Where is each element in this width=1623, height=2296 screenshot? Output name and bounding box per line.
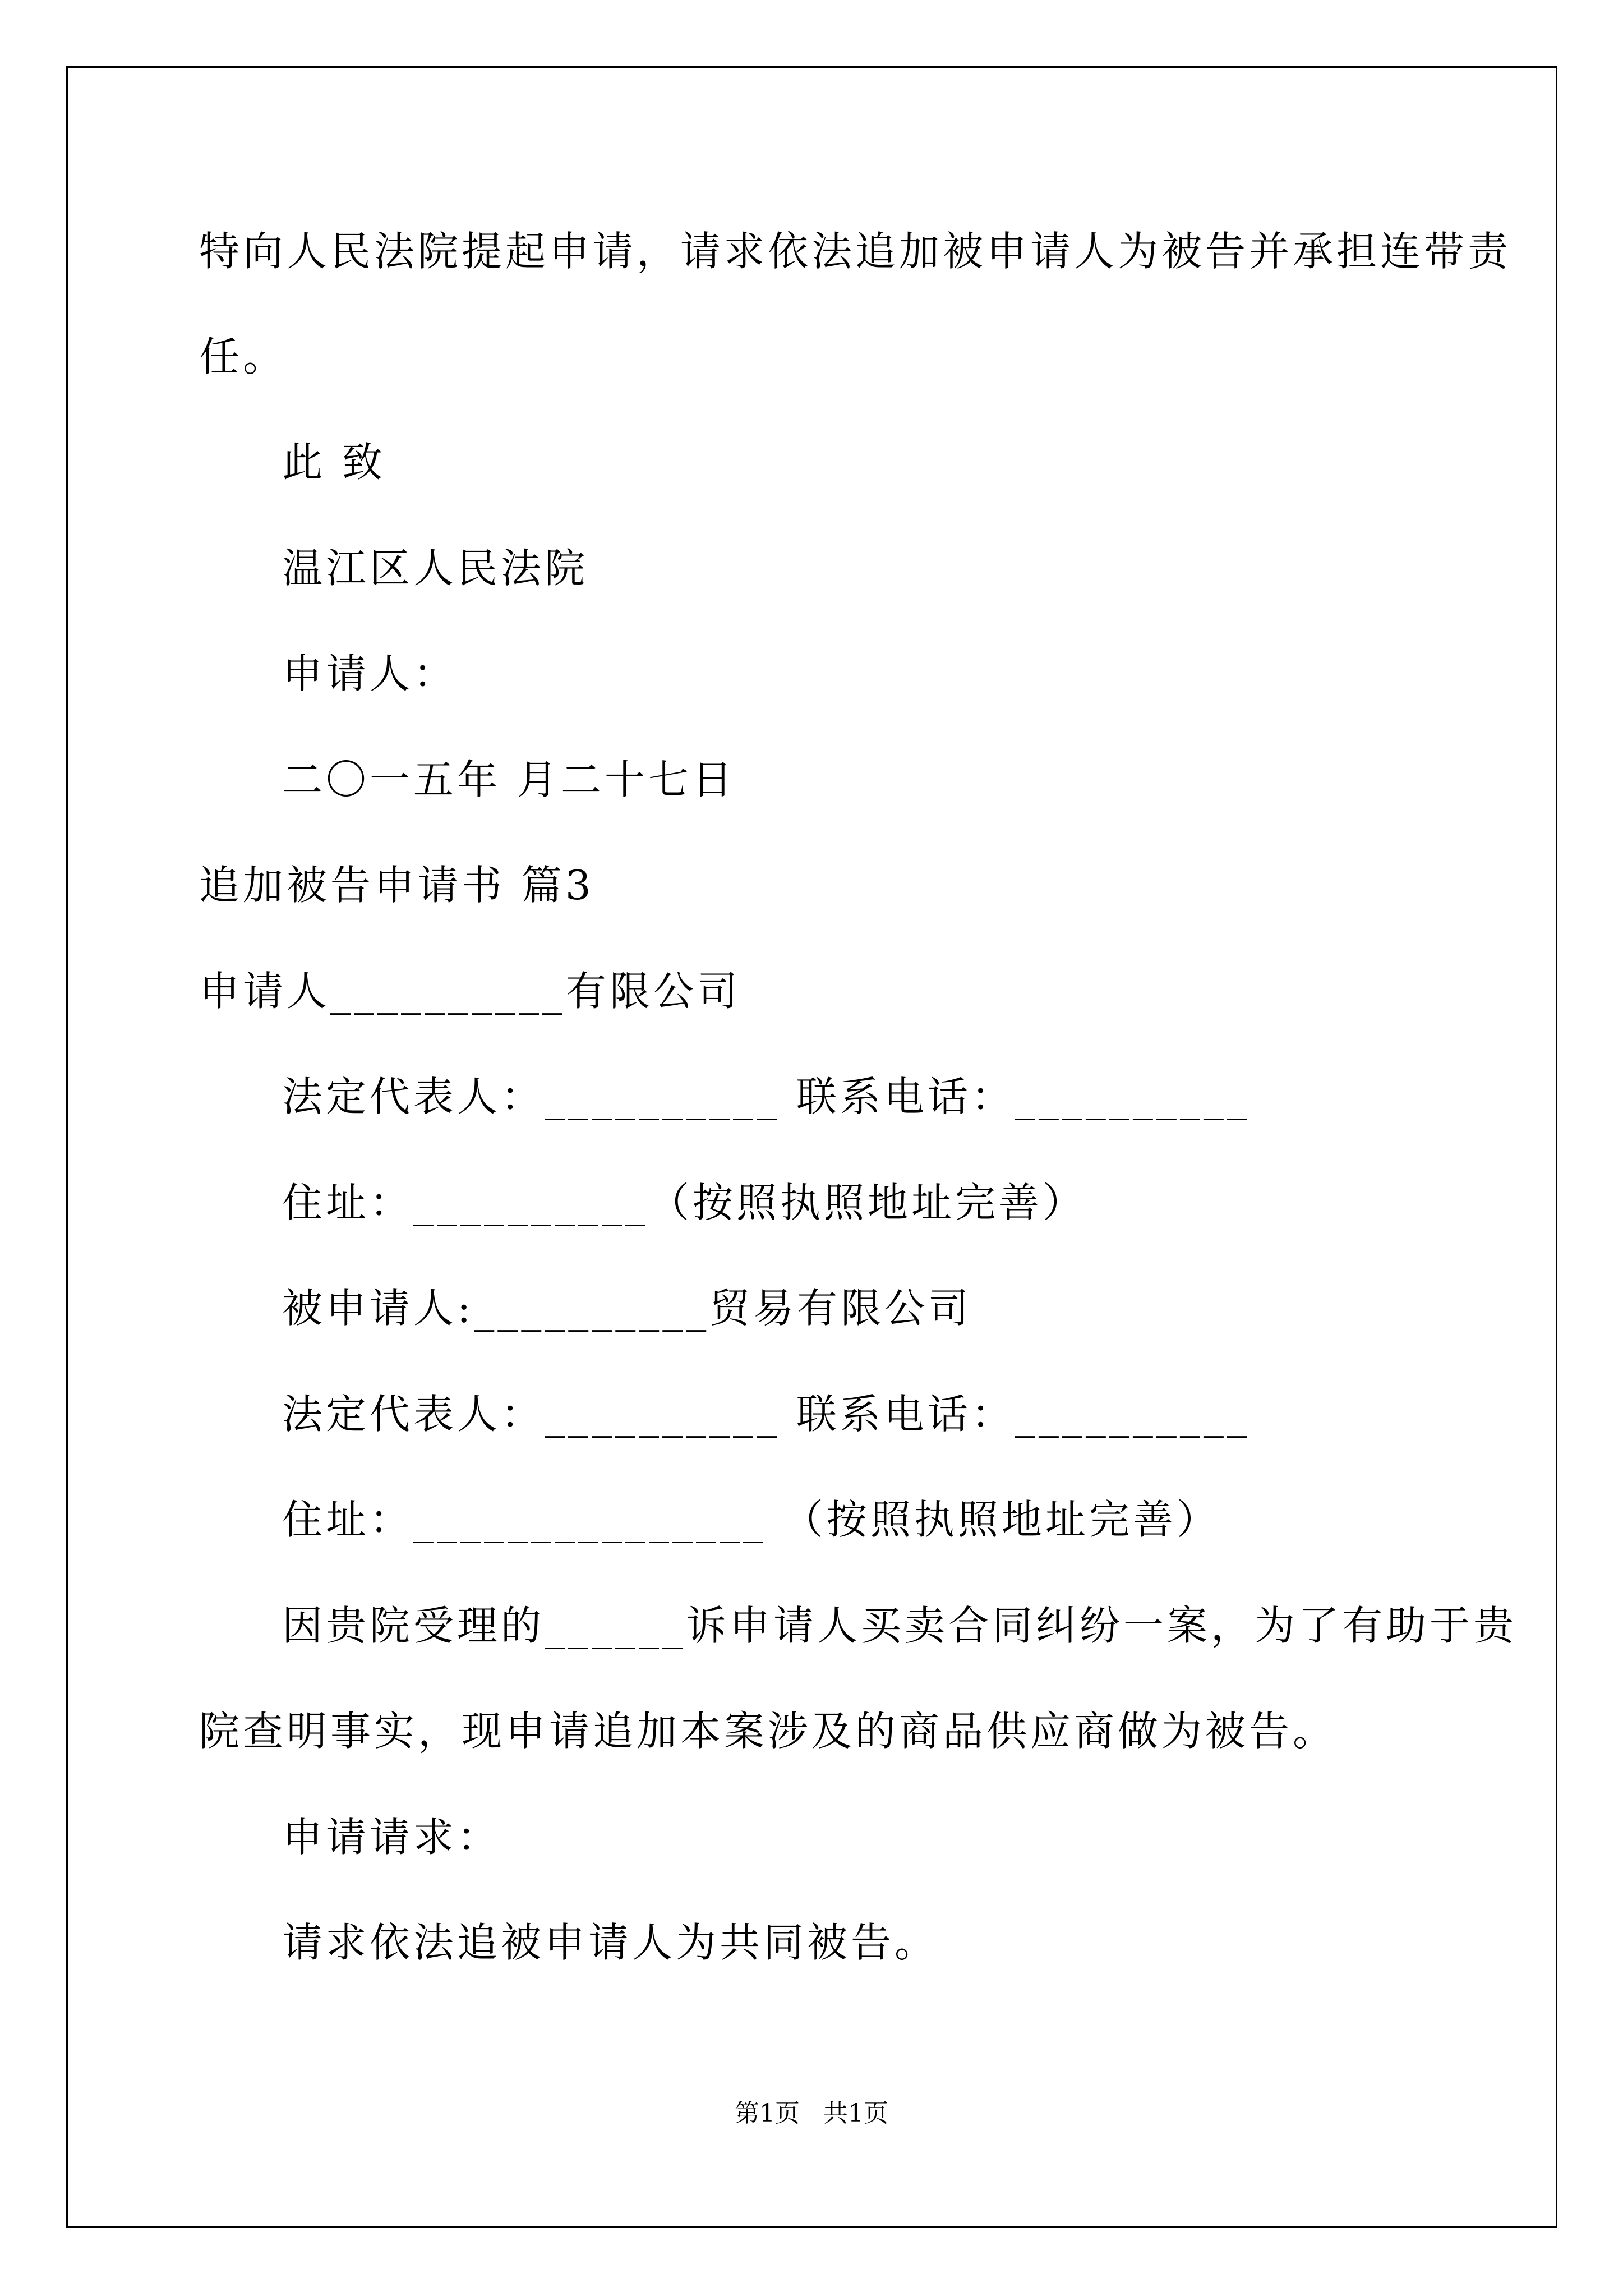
address-line-2: 住址：_______________ （按照执照地址完善） [282, 1496, 1220, 1543]
facts-line-1: 因贵院受理的______诉申请人买卖合同纠纷一案，为了有助于贵 [282, 1602, 1518, 1649]
request-body: 请求依法追被申请人为共同被告。 [282, 1919, 939, 1966]
section-heading: 追加被告申请书 篇3 [199, 862, 594, 909]
salutation: 此 致 [282, 439, 386, 486]
applicant-signature: 申请人： [282, 650, 458, 697]
body-line-1: 特向人民法院提起申请，请求依法追加被申请人为被告并承担连带责 [199, 228, 1512, 275]
legal-rep-line-2: 法定代表人：__________ 联系电话：__________ [282, 1391, 1251, 1438]
legal-rep-line-1: 法定代表人：__________ 联系电话：__________ [282, 1073, 1251, 1120]
signing-date: 二〇一五年 月二十七日 [282, 756, 736, 803]
address-line-1: 住址：__________（按照执照地址完善） [282, 1179, 1087, 1226]
request-heading: 申请请求： [282, 1814, 501, 1861]
applicant-line: 申请人__________有限公司 [199, 968, 741, 1015]
respondent-line: 被申请人:__________贸易有限公司 [282, 1285, 972, 1332]
body-line-2: 任。 [199, 333, 287, 380]
page-border [66, 66, 1557, 2228]
recipient-court: 温江区人民法院 [282, 545, 589, 592]
facts-line-2: 院查明事实，现申请追加本案涉及的商品供应商做为被告。 [199, 1708, 1337, 1755]
page-footer: 第1页 共1页 [735, 2099, 888, 2128]
